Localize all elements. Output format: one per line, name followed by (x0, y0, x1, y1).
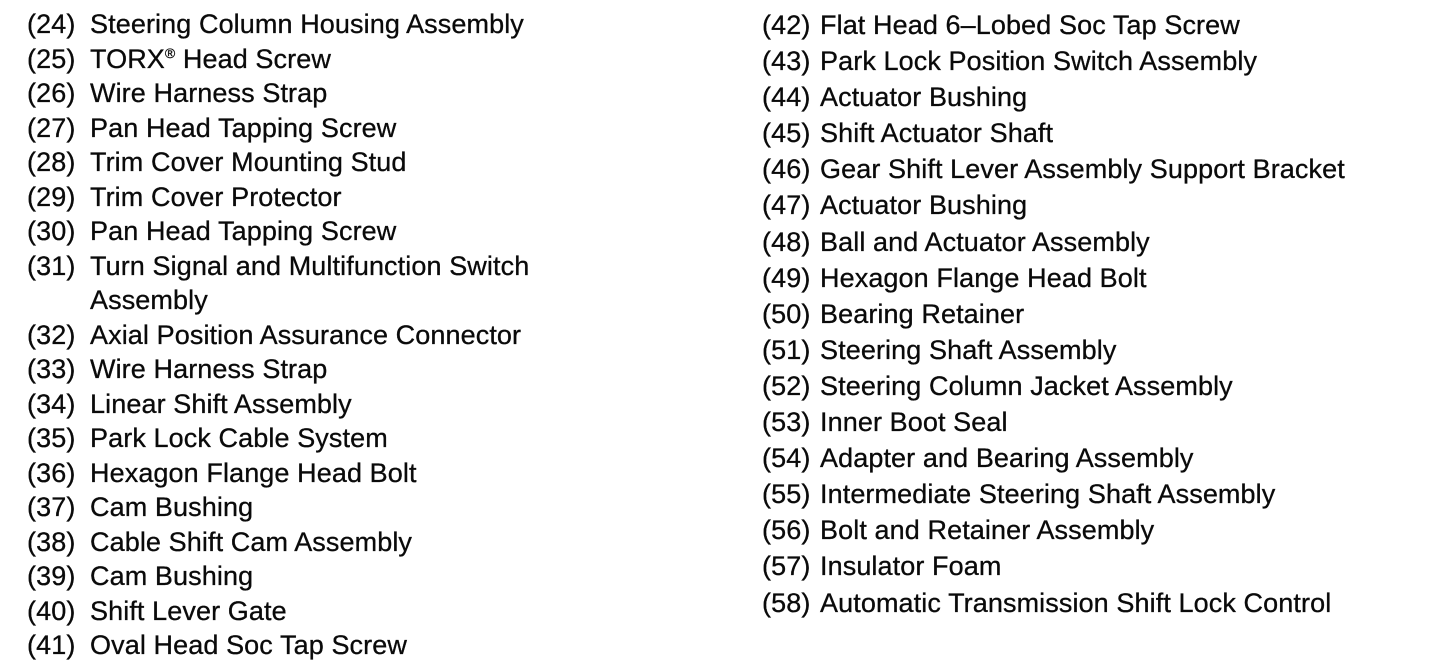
parts-list-column-left (27, 7, 627, 663)
item-label: Pan Head Tapping Screw (90, 216, 397, 246)
item-number: (55) (762, 479, 811, 510)
item-label: Wire Harness Strap (90, 78, 328, 108)
item-number: (24) (27, 9, 76, 39)
parts-list-item (27, 594, 627, 629)
item-label: Steering Column Jacket Assembly (820, 370, 1233, 401)
parts-list-item (762, 440, 1422, 476)
parts-list-item (762, 224, 1422, 260)
item-label: Pan Head Tapping Screw (90, 112, 397, 143)
parts-list-item (762, 476, 1422, 512)
item-label: Steering Column Housing Assembly (90, 9, 524, 39)
item-label: Hexagon Flange Head Bolt (820, 262, 1147, 293)
parts-list-item (27, 421, 627, 456)
parts-list-item (762, 332, 1422, 368)
parts-list-item (762, 512, 1422, 548)
item-label: Intermediate Steering Shaft Assembly (820, 479, 1276, 510)
parts-list-item (27, 180, 627, 215)
item-number: (54) (762, 443, 811, 474)
item-label: Inner Boot Seal (820, 407, 1008, 438)
item-number: (32) (27, 319, 76, 350)
item-label: Park Lock Position Switch Assembly (820, 46, 1258, 77)
item-number: (38) (27, 526, 76, 557)
parts-list-item (762, 548, 1422, 584)
item-number: (29) (27, 181, 76, 212)
item-label: Oval Head Soc Tap Screw (90, 630, 407, 660)
parts-list-item (762, 260, 1422, 296)
item-number: (52) (762, 370, 811, 401)
item-number: (31) (27, 250, 76, 281)
parts-list-item (27, 214, 627, 249)
parts-list-item (762, 404, 1422, 440)
item-label: Shift Lever Gate (90, 595, 287, 626)
item-number: (35) (27, 423, 76, 453)
item-number: (43) (762, 46, 811, 77)
parts-list-item (762, 115, 1422, 151)
item-number: (51) (762, 334, 811, 365)
item-number: (49) (762, 262, 811, 293)
parts-list-item (27, 387, 627, 422)
parts-list-item (762, 7, 1422, 43)
parts-list-item (27, 352, 627, 387)
parts-list-item (27, 318, 627, 353)
item-label: Wire Harness Strap (90, 354, 328, 384)
item-label: Hexagon Flange Head Bolt (90, 457, 417, 488)
item-label: Linear Shift Assembly (90, 388, 352, 419)
item-number: (26) (27, 78, 76, 108)
item-label: Insulator Foam (820, 551, 1002, 582)
item-label: Automatic Transmission Shift Lock Control (820, 587, 1332, 618)
parts-list-item (27, 525, 627, 560)
item-number: (50) (762, 298, 811, 329)
item-label: Ball and Actuator Assembly (820, 226, 1150, 257)
item-number: (44) (762, 82, 811, 113)
item-number: (56) (762, 515, 811, 546)
item-label: Actuator Bushing (820, 190, 1028, 221)
item-label: Flat Head 6–Lobed Soc Tap Screw (820, 10, 1240, 40)
item-label: Shift Actuator Shaft (820, 118, 1054, 149)
parts-list-column-right (762, 7, 1422, 621)
parts-list-item (27, 456, 627, 491)
registered-trademark-icon: ® (164, 44, 176, 61)
item-label: Steering Shaft Assembly (820, 334, 1117, 365)
item-label: Bolt and Retainer Assembly (820, 515, 1155, 546)
parts-list-item (27, 628, 627, 663)
item-label: Cam Bushing (90, 492, 254, 522)
item-number: (25) (27, 43, 76, 74)
item-label: Actuator Bushing (820, 82, 1028, 113)
item-number: (58) (762, 587, 811, 618)
item-label: Turn Signal and Multifunction Switch Assembly (90, 250, 530, 315)
item-number: (36) (27, 457, 76, 488)
item-number: (27) (27, 112, 76, 143)
item-number: (42) (762, 10, 811, 40)
item-label: Trim Cover Protector (90, 181, 342, 212)
item-label: Adapter and Bearing Assembly (820, 443, 1194, 474)
item-number: (57) (762, 551, 811, 582)
item-number: (47) (762, 190, 811, 221)
item-label: Gear Shift Lever Assembly Support Bracket (820, 154, 1345, 185)
parts-list-item (27, 42, 627, 77)
item-number: (46) (762, 154, 811, 185)
item-label: Cable Shift Cam Assembly (90, 526, 413, 557)
parts-list-item (762, 151, 1422, 187)
parts-list-item (762, 585, 1422, 621)
item-number: (39) (27, 561, 76, 591)
item-label: Bearing Retainer (820, 298, 1025, 329)
parts-list-item (27, 76, 627, 111)
parts-list-item (27, 111, 627, 146)
parts-list-item (27, 249, 627, 318)
parts-list-item (762, 79, 1422, 115)
item-number: (30) (27, 216, 76, 246)
item-label: Trim Cover Mounting Stud (90, 147, 407, 177)
item-number: (41) (27, 630, 76, 660)
item-number: (53) (762, 407, 811, 438)
item-number: (34) (27, 388, 76, 419)
parts-list-item (762, 296, 1422, 332)
item-label: Cam Bushing (90, 561, 254, 591)
parts-list-item (762, 187, 1422, 223)
parts-list-item (27, 7, 627, 42)
item-number: (48) (762, 226, 811, 257)
item-number: (28) (27, 147, 76, 177)
item-number: (40) (27, 595, 76, 626)
parts-list-item (27, 490, 627, 525)
parts-list-item (762, 368, 1422, 404)
item-number: (45) (762, 118, 811, 149)
parts-list-item (27, 559, 627, 594)
parts-list-item (27, 145, 627, 180)
parts-list-item (762, 43, 1422, 79)
item-label: Park Lock Cable System (90, 423, 388, 453)
item-label: Axial Position Assurance Connector (90, 319, 522, 350)
item-label: TORX® Head Screw (90, 43, 331, 74)
item-number: (33) (27, 354, 76, 384)
item-number: (37) (27, 492, 76, 522)
